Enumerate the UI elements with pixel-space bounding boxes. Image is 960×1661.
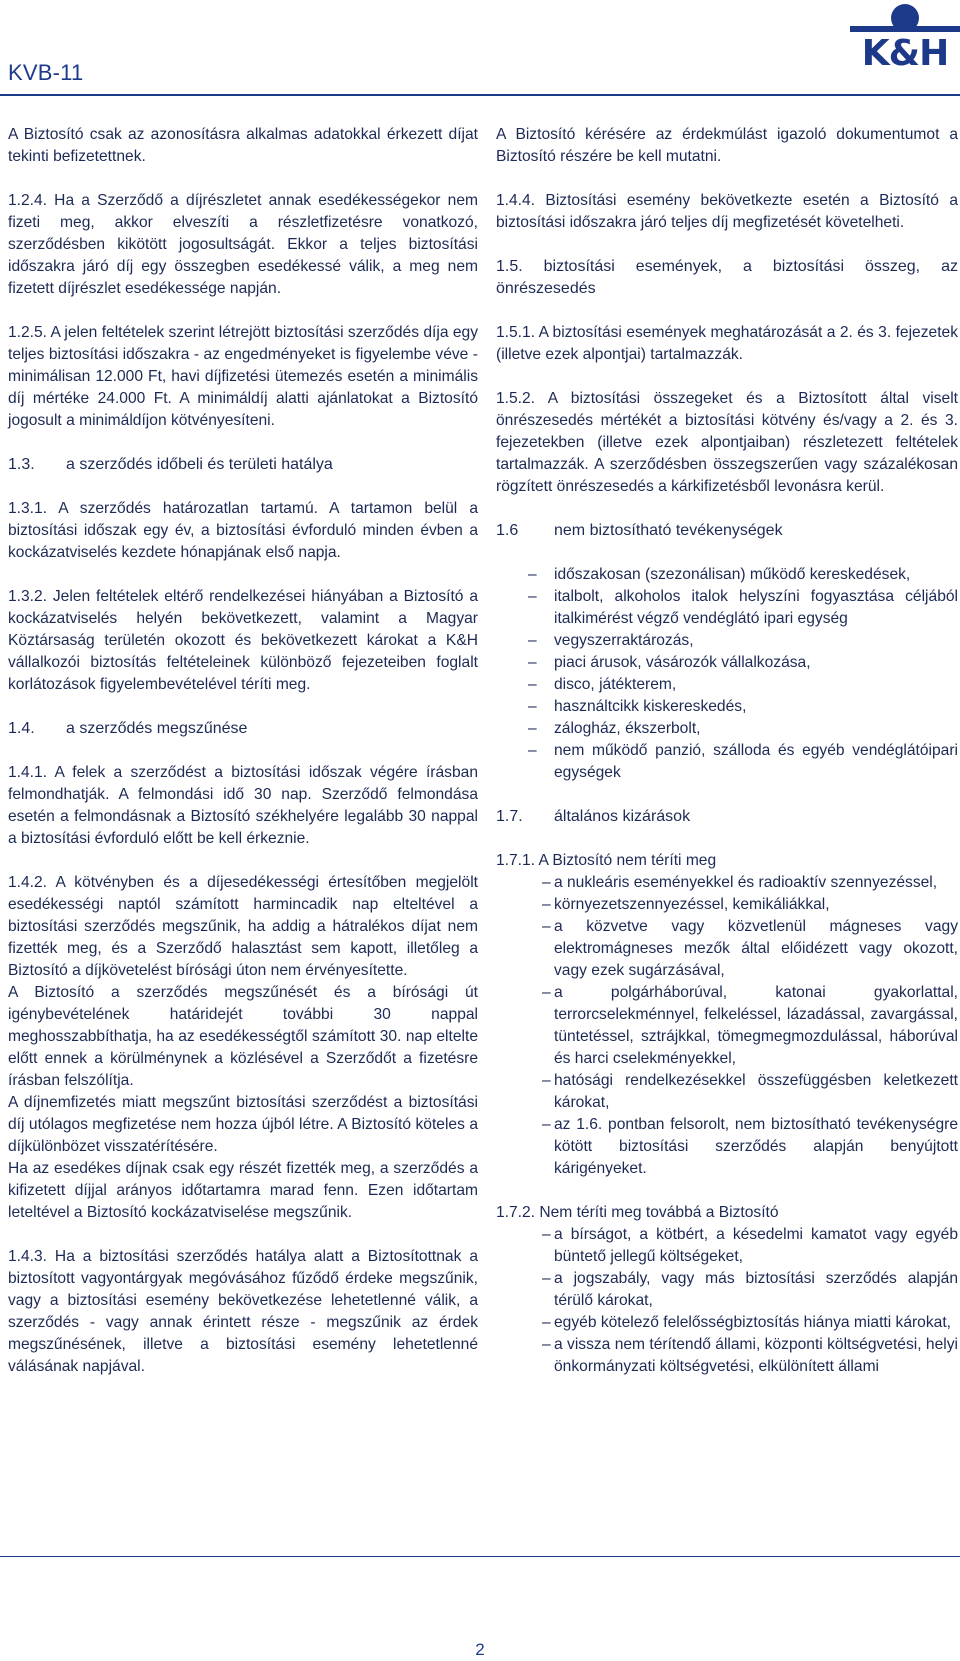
section-number: 1.3. (8, 456, 35, 473)
section-heading-1-3 (8, 454, 478, 476)
page-header (0, 0, 960, 95)
section-heading-1-7 (496, 806, 958, 828)
paragraph-1-3-2: 1.3.2. Jelen feltételek eltérő rendelkezései hiányában a Biztosító a kockázatviselés helyén bekövetkezett, valamint a Magyar Köztársaság területén okozott és bekövetkezett károkat a K&H vállalkozói biztosítás feltételeinek különböző fejezeteiben foglalt korlátozások figyelembevételével téríti meg. (8, 588, 478, 693)
paragraph: A Biztosító a szerződés megszűnését és a bírósági út igénybevételének határidejét további 30 nappal meghosszabbíthatja, ha az esedékességtől számított 30. nap eltelte előtt ennek a körülménynek a közlésével a Szerződőt a fizetésre írásban felszólítja. (8, 984, 478, 1089)
section-heading-1-4 (8, 718, 478, 740)
logo-text: K&H (861, 33, 949, 74)
section-heading-1-6 (496, 520, 958, 542)
list-item: – a jogszabály, vagy más biztosítási szerződés alapján térülő károkat, (496, 1268, 958, 1312)
list-item: – nem működő panzió, szálloda és egyéb vendéglátóipari egységek (496, 740, 958, 784)
paragraph-1-4-1: 1.4.1. A felek a szerződést a biztosítási időszak végére írásban felmondhatják. A felmondási idő 30 nap. Szerződő felmondása esetén a felmondásnak a Biztosító székhelyére legalább 30 nappal a biztosítási évforduló előtt be kell érkeznie. (8, 764, 478, 847)
list-item: – környezetszennyezéssel, kemikáliákkal, (496, 894, 958, 916)
list-item: – disco, játékterem, (496, 674, 958, 696)
section-title: a szerződés időbeli és területi hatálya (66, 456, 333, 473)
list-item: – a bírságot, a kötbért, a késedelmi kamatot vagy egyéb büntető jellegű költségeket, (496, 1224, 958, 1268)
list-item: – hatósági rendelkezésekkel összefüggésben keletkezett károkat, (496, 1070, 958, 1114)
section-number: 1.6 (496, 522, 519, 539)
list-item: – piaci árusok, vásározók vállalkozása, (496, 652, 958, 674)
section-title: általános kizárások (554, 808, 691, 825)
logo-emblem-icon (850, 2, 960, 32)
list-item: – vegyszerraktározás, (496, 630, 958, 652)
list-item: – a vissza nem térítendő állami, központi költségvetési, helyi önkormányzati költségvetési, elkülönített állami (496, 1334, 958, 1378)
paragraph: A Biztosító kérésére az érdekmúlást igazoló dokumentumot a Biztosító részére be kell mutatni. (496, 126, 958, 165)
paragraph-1-4-4: 1.4.4. Biztosítási esemény bekövetkezte esetén a Biztosító a biztosítási időszakra járó teljes díj megfizetését követelheti. (496, 192, 958, 231)
list-item: – egyéb kötelező felelősségbiztosítás hiánya miatti károkat, (496, 1312, 958, 1334)
section-number: 1.4. (8, 720, 35, 737)
list-item: – az 1.6. pontban felsorolt, nem biztosítható tevékenységre kötött biztosítási szerződés alapján benyújtott kárigényeket. (496, 1114, 958, 1180)
list-item: – a közvetve vagy közvetlenül mágneses vagy elektromágneses mezők által előidézett vagy okozott, vagy ezek sugárzásával, (496, 916, 958, 982)
header-divider (0, 94, 960, 96)
footer-divider (0, 1556, 960, 1557)
section-heading-1-5 (496, 256, 958, 300)
general-exclusions-list (496, 872, 958, 1180)
paragraph-1-3-1: 1.3.1. A szerződés határozatlan tartamú. A tartamon belül a biztosítási időszak egy év, a biztosítási évforduló minden évben a kockázatviselés kezdete hónapjának első napja. (8, 500, 478, 561)
paragraph: Ha az esedékes díjnak csak egy részét fizették meg, a szerződés a kifizetett díjjal arányos időtartamra marad fenn. Ezen időtartam leteltével a Biztosító kockázatviselése megszűnik. (8, 1160, 478, 1221)
list-item: – a polgárháborúval, katonai gyakorlattal, terrorcselekménnyel, felkeléssel, lázadással, zavargással, tüntetéssel, sztrájkkal, tömegmegmozdulással, háborúval és harci cselekményekkel, (496, 982, 958, 1070)
section-title: a szerződés megszűnése (66, 720, 248, 737)
list-item: – a nukleáris eseményekkel és radioaktív szennyezéssel, (496, 872, 958, 894)
list-item: – időszakosan (szezonálisan) működő kereskedések, (496, 564, 958, 586)
list-item: – használtcikk kiskereskedés, (496, 696, 958, 718)
paragraph-1-5-1: 1.5.1. A biztosítási események meghatározását a 2. és 3. fejezetek (illetve ezek alpontjai) tartalmazzák. (496, 324, 958, 363)
kh-logo (850, 2, 960, 86)
page-number: 2 (475, 1640, 485, 1659)
paragraph-1-2-5: 1.2.5. A jelen feltételek szerint létrejött biztosítási szerződés díja egy teljes biztosítási időszakra - az engedményeket is figyelembe véve - minimálisan 12.000 Ft, havi díjfizetési ütemezés esetén a minimális díj mértéke 24.000 Ft. A minimáldíj alatti ajánlatokat a Biztosító jogosult a minimáldíjon kötvényesíteni. (8, 324, 478, 429)
document-code: KVB-11 (8, 60, 84, 85)
section-title: nem biztosítható tevékenységek (554, 522, 783, 539)
excluded-activities-list (496, 564, 958, 784)
paragraph-1-5-2: 1.5.2. A biztosítási összegeket és a Biztosított által viselt önrészesedés mértékét a biztosítási kötvény és/vagy a 2. és 3. fejezetekben (illetve ezek alpontjaiban) részletezett feltételek tartalmazzák. A szerződésben összegszerűen vagy százalékosan rögzített önrészesedés a kárkifizetésből levonásra kerül. (496, 390, 958, 495)
paragraph: A Biztosító csak az azonosításra alkalmas adatokkal érkezett díjat tekinti befizetettnek. (8, 126, 478, 165)
paragraph-1-7-1: 1.7.1. A Biztosító nem téríti meg (496, 852, 717, 869)
paragraph-1-7-2: 1.7.2. Nem téríti meg továbbá a Biztosító (496, 1204, 779, 1221)
right-column (496, 124, 958, 1378)
section-number: 1.7. (496, 808, 523, 825)
list-item: – zálogház, ékszerbolt, (496, 718, 958, 740)
paragraph-1-4-2: 1.4.2. A kötvényben és a díjesedékességi értesítőben megjelölt esedékességi naptól számított harmincadik nap elteltével a biztosítási szerződés megszűnik, ha addig a hátralékos díjat nem fizették meg, és a Szerződő halasztást sem kapott, illetőleg a Biztosító a díjkövetelést bírósági úton nem érvényesítette. (8, 874, 478, 979)
further-exclusions-list (496, 1224, 958, 1378)
section-title: 1.5. biztosítási események, a biztosítási összeg, az önrészesedés (496, 258, 958, 297)
paragraph: A díjnemfizetés miatt megszűnt biztosítási szerződést a biztosítási díj utólagos megfizetése nem hozza újból létre. A Biztosító köteles a díjkülönbözet visszatérítésére. (8, 1094, 478, 1155)
paragraph-1-2-4: 1.2.4. Ha a Szerződő a díjrészletet annak esedékességekor nem fizeti meg, akkor elveszíti a részletfizetésre vonatkozó, szerződésben kikötött jogosultságát. Ekkor a teljes biztosítási időszakra járó díj egy összegben esedékessé válik, a meg nem fizetett díjrészlet esedékessége napján. (8, 192, 478, 297)
paragraph-1-4-3: 1.4.3. Ha a biztosítási szerződés hatálya alatt a Biztosítottnak a biztosított vagyontárgyak megóvásához fűződő érdeke megszűnik, vagy a biztosítási esemény bekövetkezése lehetetlenné válik, a szerződés - vagy annak érintett része - megszűnik az érdek megszűnésének, illetve a biztosítási esemény lehetetlenné válásának napjával. (8, 1248, 478, 1375)
list-item: – italbolt, alkoholos italok helyszíni fogyasztása céljából italkimérést végző vendéglátó ipari egység (496, 586, 958, 630)
left-column (8, 124, 478, 1400)
